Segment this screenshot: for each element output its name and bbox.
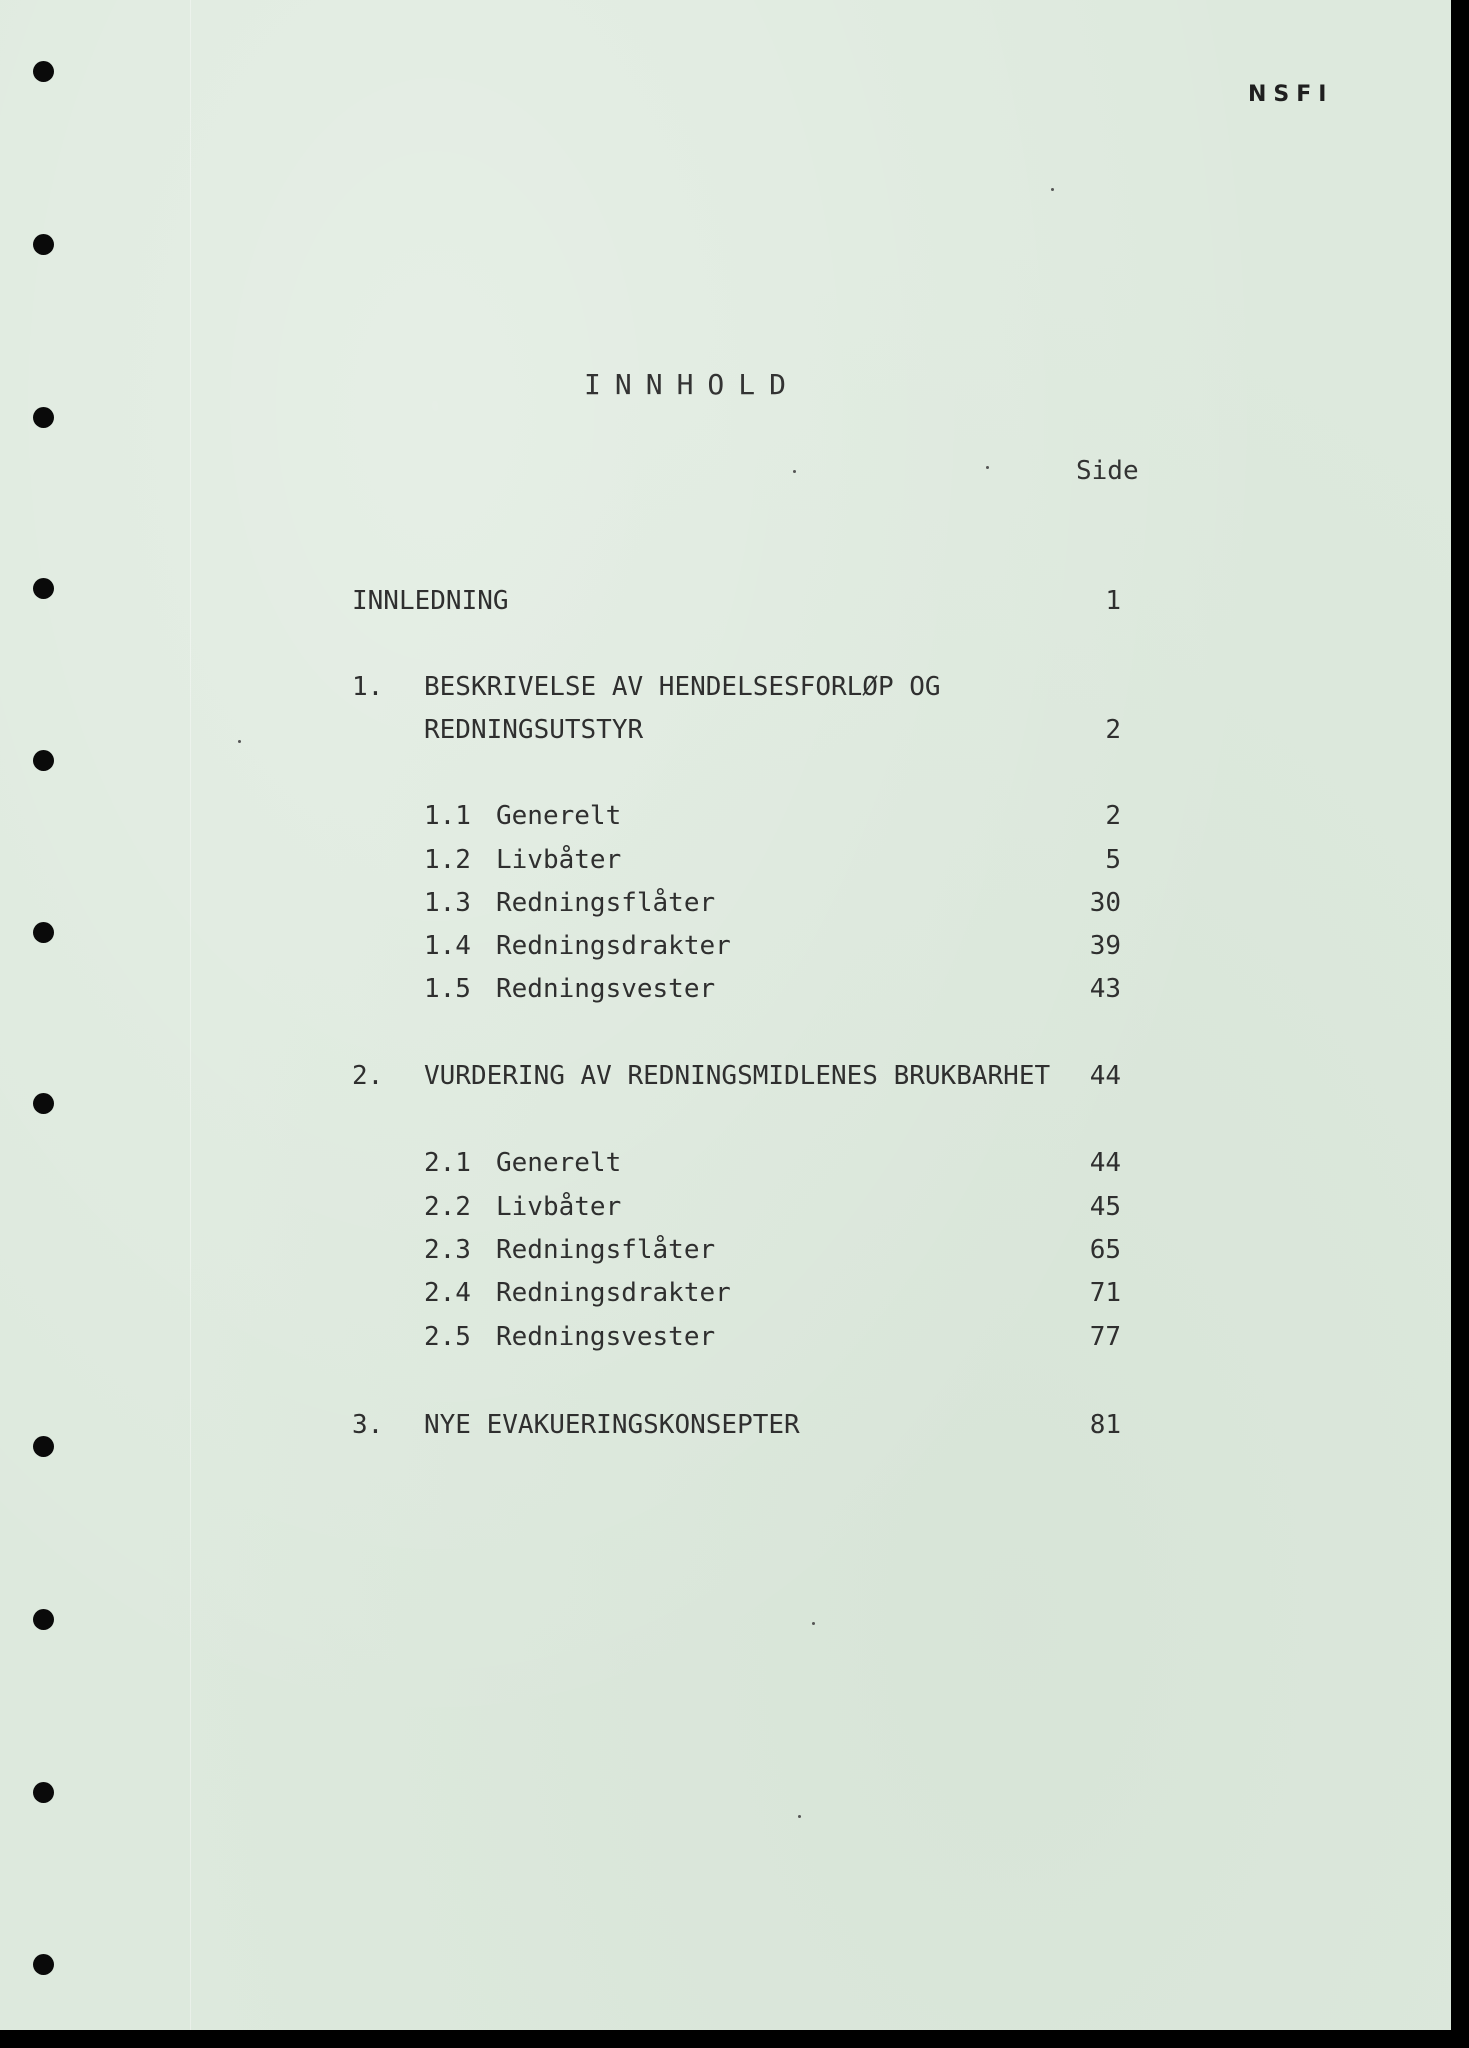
paper-fold-line xyxy=(190,0,191,2030)
toc-subsection-title: Redningsvester xyxy=(496,1322,716,1352)
page-column-label: Side xyxy=(1076,456,1139,486)
org-mark: NSFI xyxy=(1248,82,1334,107)
toc-subsection-number: 1.1 xyxy=(424,801,471,831)
toc-subsection-number: 1.3 xyxy=(424,888,471,918)
toc-subsection-title: Redningsdrakter xyxy=(496,931,731,961)
toc-intro-label: INNLEDNING xyxy=(352,586,509,616)
punch-hole xyxy=(33,234,54,255)
toc-subsection-number: 2.4 xyxy=(424,1278,471,1308)
toc-section-title-continued: REDNINGSUTSTYR xyxy=(424,715,644,745)
toc-subsection-number: 1.5 xyxy=(424,974,471,1004)
toc-intro-page: 1 xyxy=(1105,586,1121,616)
punch-hole xyxy=(33,61,54,82)
toc-subsection-title: Redningsdrakter xyxy=(496,1278,731,1308)
punch-hole xyxy=(33,1782,54,1803)
toc-subsection-title: Generelt xyxy=(496,801,622,831)
toc-subsection-page: 2 xyxy=(1105,801,1121,831)
toc-section-page: 44 xyxy=(1089,1061,1121,1091)
toc-subsection-number: 2.2 xyxy=(424,1192,471,1222)
punch-hole xyxy=(33,1609,54,1630)
toc-subsection-page: 39 xyxy=(1089,931,1121,961)
toc-subsection-number: 2.3 xyxy=(424,1235,471,1265)
toc-subsection-title: Generelt xyxy=(496,1148,622,1178)
scan-speck xyxy=(812,1622,815,1625)
scan-speck xyxy=(1051,188,1054,191)
punch-hole xyxy=(33,407,54,428)
toc-subsection-title: Redningsflåter xyxy=(496,1235,716,1265)
scan-speck xyxy=(793,470,796,473)
toc-section-title: BESKRIVELSE AV HENDELSESFORLØP OG xyxy=(424,672,941,702)
toc-subsection-page: 71 xyxy=(1089,1278,1121,1308)
toc-subsection-title: Livbåter xyxy=(496,845,622,875)
punch-hole xyxy=(33,1093,54,1114)
toc-section-page: 81 xyxy=(1089,1410,1121,1440)
punch-hole xyxy=(33,922,54,943)
toc-subsection-title: Redningsflåter xyxy=(496,888,716,918)
toc-section-number: 1. xyxy=(352,672,384,702)
scan-speck xyxy=(798,1815,801,1818)
punch-hole xyxy=(33,1436,54,1457)
toc-section-title: VURDERING AV REDNINGSMIDLENES BRUKBARHET xyxy=(424,1061,1051,1091)
toc-section-page: 2 xyxy=(1105,715,1121,745)
toc-subsection-page: 45 xyxy=(1089,1192,1121,1222)
toc-subsection-page: 43 xyxy=(1089,974,1121,1004)
scan-speck xyxy=(238,740,241,743)
toc-subsection-number: 2.1 xyxy=(424,1148,471,1178)
toc-section-title: NYE EVAKUERINGSKONSEPTER xyxy=(424,1410,800,1440)
toc-section-number: 2. xyxy=(352,1061,384,1091)
toc-section-number: 3. xyxy=(352,1410,384,1440)
toc-subsection-number: 2.5 xyxy=(424,1322,471,1352)
punch-hole xyxy=(33,750,54,771)
toc-subsection-page: 77 xyxy=(1089,1322,1121,1352)
toc-subsection-page: 44 xyxy=(1089,1148,1121,1178)
toc-subsection-page: 5 xyxy=(1105,845,1121,875)
punch-hole xyxy=(33,1954,54,1975)
toc-subsection-number: 1.4 xyxy=(424,931,471,961)
scan-speck xyxy=(986,466,989,469)
toc-subsection-title: Livbåter xyxy=(496,1192,622,1222)
toc-subsection-number: 1.2 xyxy=(424,845,471,875)
toc-subsection-page: 30 xyxy=(1089,888,1121,918)
toc-subsection-title: Redningsvester xyxy=(496,974,716,1004)
page-title: INNHOLD xyxy=(584,368,801,401)
punch-hole xyxy=(33,578,54,599)
toc-subsection-page: 65 xyxy=(1089,1235,1121,1265)
